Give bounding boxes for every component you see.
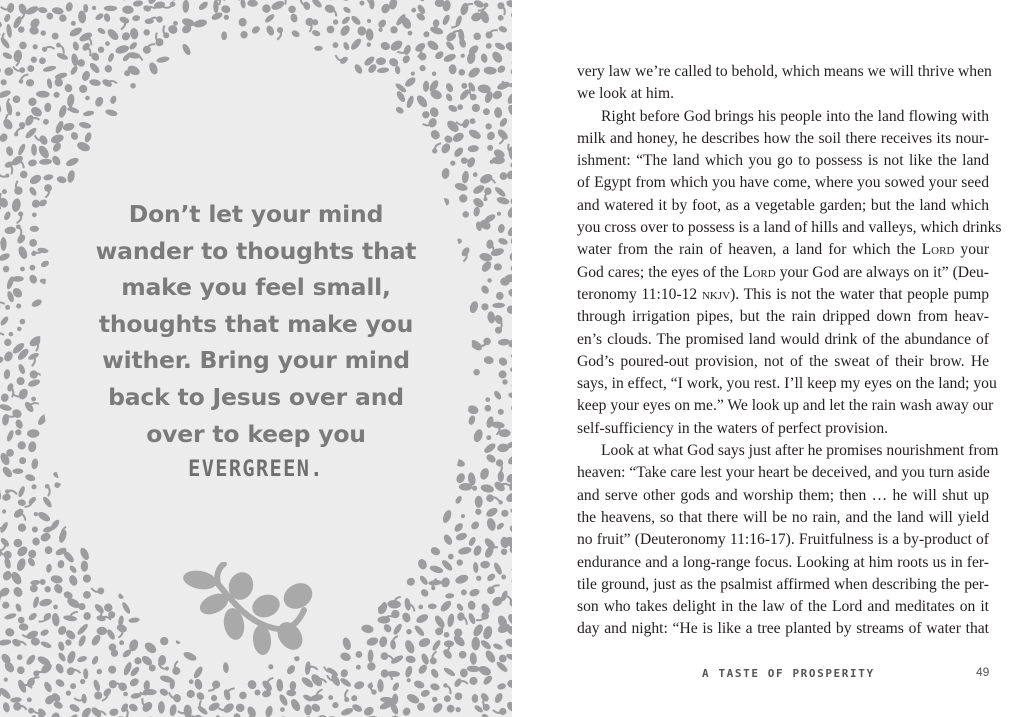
text-line: you cross over to possess is a land of hills and valleys, which drinks (577, 219, 1002, 237)
quote-line: wither. Bring your mind (102, 346, 410, 375)
right-page-body (512, 0, 1024, 717)
text-line: we look at him. (577, 85, 675, 103)
text-line: says, in effect, “I work, you rest. I’ll keep my eyes on the land; you (577, 375, 997, 393)
text-line: day and night: “He is like a tree planted by streams of water that (577, 620, 989, 638)
text-line: Look at what God says just after he promises nourishment from (601, 442, 999, 460)
text-line: very law we’re called to behold, which means we will thrive when (577, 63, 992, 80)
text-line: God’s poured-out provision, not of the sweat of their brow. He (577, 352, 989, 370)
text-line: keep your eyes on me.” We look up and let the rain wash away our (577, 397, 994, 415)
text-line: teronomy 11:10-12 nkjv). This is not the water that people pump (577, 285, 989, 303)
quote-line: over to keep you (146, 419, 366, 448)
text-line: heaven: “Take care lest your heart be deceived, and you turn aside (577, 464, 990, 482)
pull-quote (60, 196, 452, 489)
quote-emphasis-word: EVERGREEN. (188, 457, 324, 483)
running-head: A TASTE OF PROSPERITY (702, 667, 875, 680)
quote-line: make you feel small, (121, 273, 391, 302)
text-line: en’s clouds. The promised land would drink of the abundance of (577, 330, 989, 348)
text-line: through irrigation pipes, but the rain dripped down from heav- (577, 308, 989, 326)
text-line: and serve other gods and worship them; then … he will shut up (577, 486, 989, 504)
leaf-sprig-icon (178, 562, 318, 656)
text-line: no fruit” (Deuteronomy 11:16-17). Fruitfulness is a by-product of (577, 531, 989, 549)
quote-line: thoughts that make you (98, 309, 414, 338)
page-number: 49 (976, 665, 990, 679)
text-line: tile ground, just as the psalmist affirmed when describing the per- (577, 575, 989, 593)
quote-line: Don’t let your mind (128, 200, 384, 228)
text-line: water from the rain of heaven, a land for which the Lord your (577, 241, 990, 259)
text-line: milk and honey, he describes how the soil there receives its nour- (577, 129, 989, 147)
text-line: son who takes delight in the law of the Lord and meditates on it (577, 598, 989, 616)
quote-line: back to Jesus over and (108, 382, 404, 411)
text-line: Right before God brings his people into the land flowing with (601, 107, 989, 125)
text-line: God cares; the eyes of the Lord your God are always on it” (Deu- (577, 263, 989, 281)
text-line: self-sufficiency in the waters of perfect provision. (577, 419, 889, 437)
text-line: the heavens, so that there will be no rain, and the land will yield (577, 508, 989, 526)
text-line: endurance and a long-range focus. Looking at him roots us in fer- (577, 553, 989, 571)
text-line: and watered it by foot, as a vegetable garden; but the land which (577, 196, 989, 214)
body-text (577, 61, 1002, 641)
text-line: ishment: “The land which you go to possess is not like the land (577, 152, 989, 170)
text-line: of Egypt from which you have come, where you sowed your seed (577, 174, 989, 192)
quote-line: wander to thoughts that (95, 236, 417, 265)
